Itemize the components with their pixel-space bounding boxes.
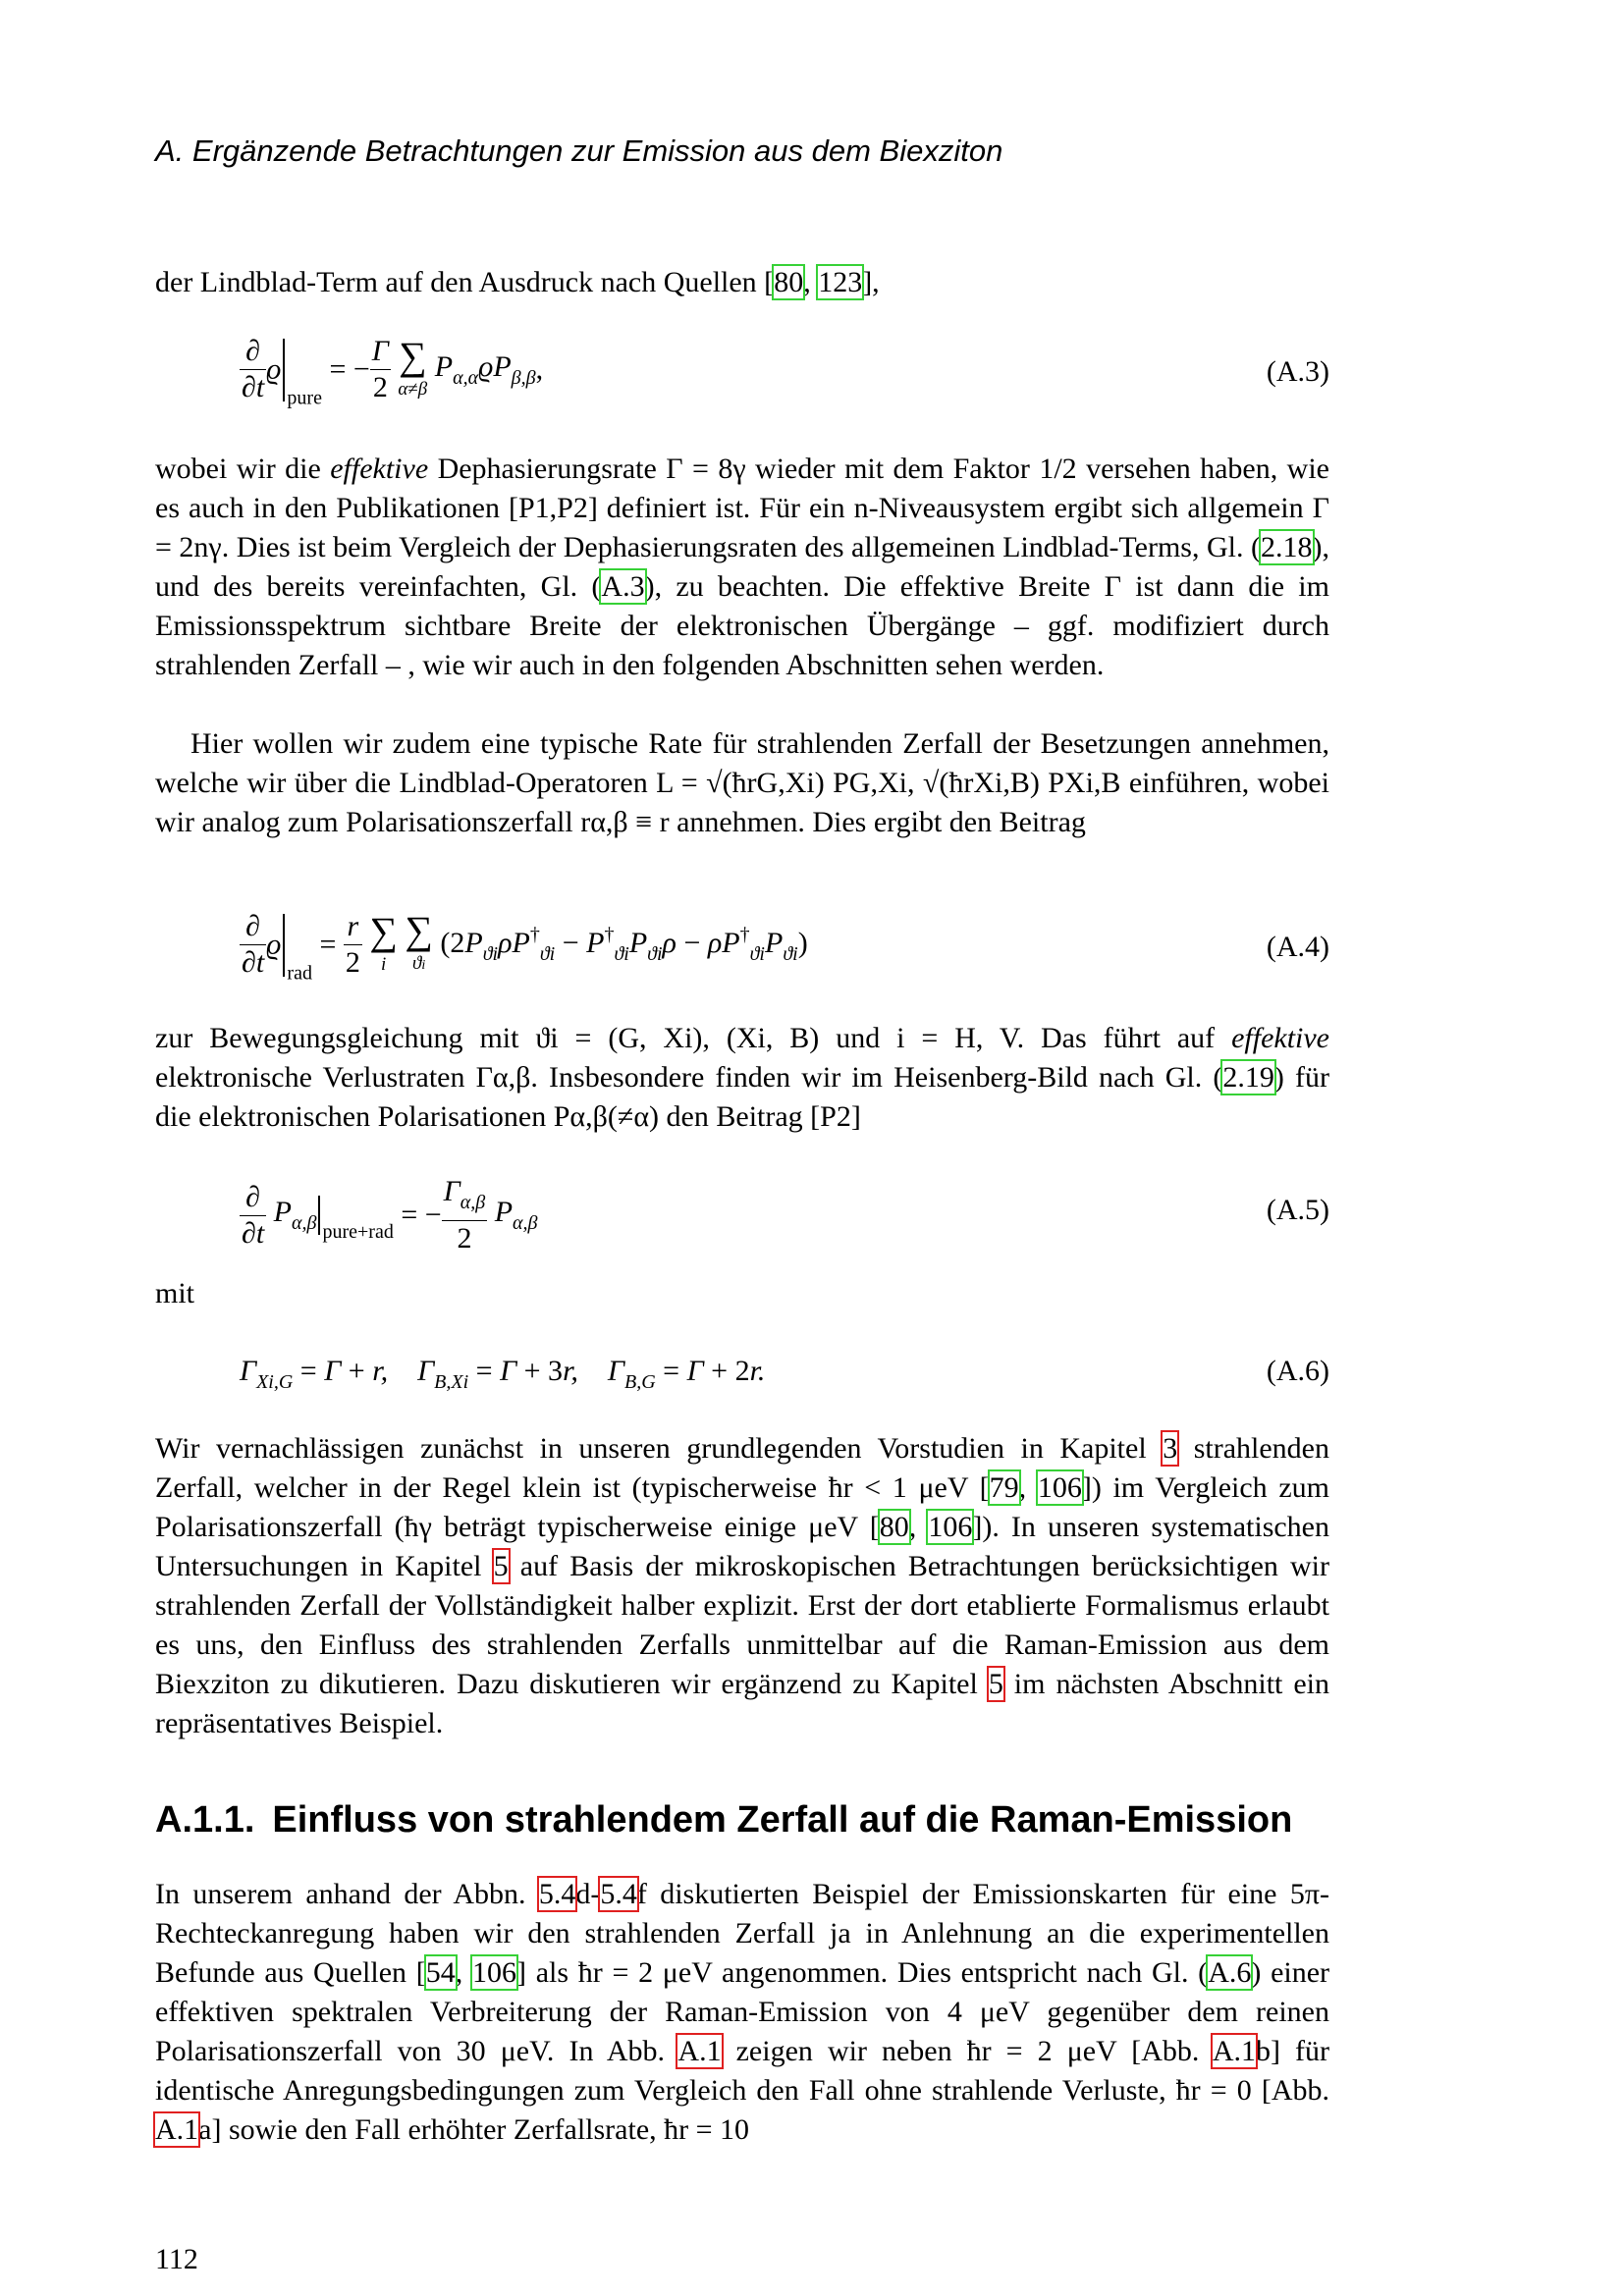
chapter-link[interactable]: 3 [1163,1432,1178,1465]
intro-line: der Lindblad-Term auf den Ausdruck nach Quellen [80, 123], [155,266,880,298]
citation-link[interactable]: 80 [774,266,804,298]
equation-link[interactable]: A.6 [1208,1956,1252,1989]
chapter-link[interactable]: 5 [493,1550,509,1582]
figure-link[interactable]: 5.4 [538,1878,576,1910]
paragraph-4: Wir vernachlässigen zunächst in unseren grundlegenden Vorstudien in Kapitel 3 strahlenden Zerfall, welcher in der Regel klein ist (typischerweise ħr < 1 μeV [79, 106]) im Vergleich zum Polarisationszerfall (ħγ beträgt typischerweise einige μeV [80, 106]). In unseren systematischen Untersuchungen in Kapitel 5 auf Basis der mikroskopischen Betrachtungen berücksichtigen wir strahlenden Zerfall der Vollständigkeit halber explizit. Erst der dort etablierte Formalismus erlaubt es uns, den Einfluss des strahlenden Zerfalls unmittelbar auf die Raman-Emission aus dem Biexziton zu dikutieren. Dazu diskutieren wir ergänzend zu Kapitel 5 im nächsten Abschnitt ein repräsentatives Beispiel. [155,1432,1330,1739]
citation-link[interactable]: 54 [425,1956,456,1989]
equation-a6-body: $\Gamma_{Xi,G} = \Gamma + r$, $\Gamma_{B,Xi} = \Gamma + 3r$, $\Gamma_{B,G} = \Gamma + 2r$. [240,1355,766,1393]
equation-a4 [155,909,1329,997]
equation-link[interactable]: A.3 [601,570,645,603]
equation-number: (A.6) [1266,1355,1329,1387]
equation-a6 [155,1355,1329,1398]
paragraph-2: Hier wollen wir zudem eine typische Rate für strahlenden Zerfall der Besetzungen annehmen, welche wir über die Lindblad-Operatoren L = √(ħrG,Xi) PG,Xi, √(ħrXi,B) PXi,B einführen, wobei wir analog zum Polarisationszerfall rα,β ≡ r annehmen. Dies ergibt den Beitrag [155,727,1329,838]
equation-a5 [155,1174,1329,1262]
paragraph-3: zur Bewegungsgleichung mit ϑi = (G, Xi), (Xi, B) und i = H, V. Das führt auf effektive elektronische Verlustraten Γα,β. Insbesondere finden wir im Heisenberg-Bild nach Gl. (2.19) für die elektronischen Polarisationen Pα,β(≠α) den Beitrag [P2] [155,1022,1329,1133]
citation-link[interactable]: 106 [1037,1471,1082,1504]
equation-a3-body: $\frac{\partial}{\partial t}$ $ϱ_{pure}$ = − $\frac{\Gamma}{2}$ ∑ α≠β $P_{\alpha,\alpha}ϱP_{\beta,\beta}$, [242,333,544,409]
figure-link[interactable]: 5.4 [600,1878,637,1910]
figure-link[interactable]: A.1 [1212,2035,1256,2067]
citation-link[interactable]: 106 [928,1511,973,1543]
citation-link[interactable]: 79 [989,1471,1019,1504]
citation-link[interactable]: 80 [879,1511,909,1543]
citation-link[interactable]: 106 [471,1956,516,1989]
figure-link[interactable]: A.1 [155,2113,199,2146]
equation-number: (A.4) [1266,931,1329,963]
section-heading: A.1.1. Einfluss von strahlendem Zerfall auf die Raman-Emission [155,1799,1293,1841]
equation-a5-body: $\frac{\partial}{\partial t}$ $P_{\alpha,\beta}$ $_{pure+rad}$ = − $\frac{\Gamma_{\alpha,\beta}}{2}$ $P_{\alpha,\beta}$ [242,1175,538,1255]
equation-number: (A.5) [1266,1194,1329,1226]
equation-link[interactable]: 2.18 [1261,531,1313,563]
citation-link[interactable]: 123 [818,266,863,298]
page-number: 112 [155,2243,198,2275]
equation-a3 [155,334,1329,412]
equation-number: (A.3) [1266,355,1329,388]
equation-a4-body: $\frac{\partial}{\partial t}$ $ϱ_{rad}$ = $\frac{r}{2}$ ∑ i ∑ ϑi $(2P_{ϑi}\rho P^\dagger_{ϑi} - P^\dagger_{ϑi}P_{ϑi}\rho - \rho P^\dagger_{ϑi}P_{ϑi})$ [242,907,808,985]
running-head: A. Ergänzende Betrachtungen zur Emission aus dem Biexziton [155,133,1003,168]
figure-link[interactable]: A.1 [677,2035,722,2067]
connector-text: mit [155,1277,195,1309]
paragraph-1: wobei wir die effektive Dephasierungsrate Γ = 8γ wieder mit dem Faktor 1/2 versehen haben, wie es auch in den Publikationen [P1,P2] definiert ist. Für ein n-Niveausystem ergibt sich allgemein Γ = 2nγ. Dies ist beim Vergleich der Dephasierungsraten des allgemeinen Lindblad-Terms, Gl. (2.18), und des bereits vereinfachten, Gl. (A.3), zu beachten. Die effektive Breite Γ ist dann die im Emissionsspektrum sichtbare Breite der elektronischen Übergänge – ggf. modifiziert durch strahlenden Zerfall – , wie wir auch in den folgenden Abschnitten sehen werden. [155,453,1329,681]
equation-link[interactable]: 2.19 [1222,1061,1274,1094]
chapter-link[interactable]: 5 [988,1668,1003,1700]
paragraph-5: In unserem anhand der Abbn. 5.4d-5.4f diskutierten Beispiel der Emissionskarten für eine 5π-Rechteckanregung haben wir den strahlenden Zerfall ja in Anlehnung an die experimentellen Befunde aus Quellen [54, 106] als ħr = 2 μeV angenommen. Dies entspricht nach Gl. (A.6) einer effektiven spektralen Verbreiterung der Raman-Emission von 4 μeV gegenüber dem reinen Polarisationszerfall von 30 μeV. In Abb. A.1 zeigen wir neben ħr = 2 μeV [Abb. A.1b] für identische Anregungsbedingungen zum Vergleich den Fall ohne strahlende Verluste, ħr = 0 [Abb. A.1a] sowie den Fall erhöhter Zerfallsrate, ħr = 10 [155,1878,1330,2146]
